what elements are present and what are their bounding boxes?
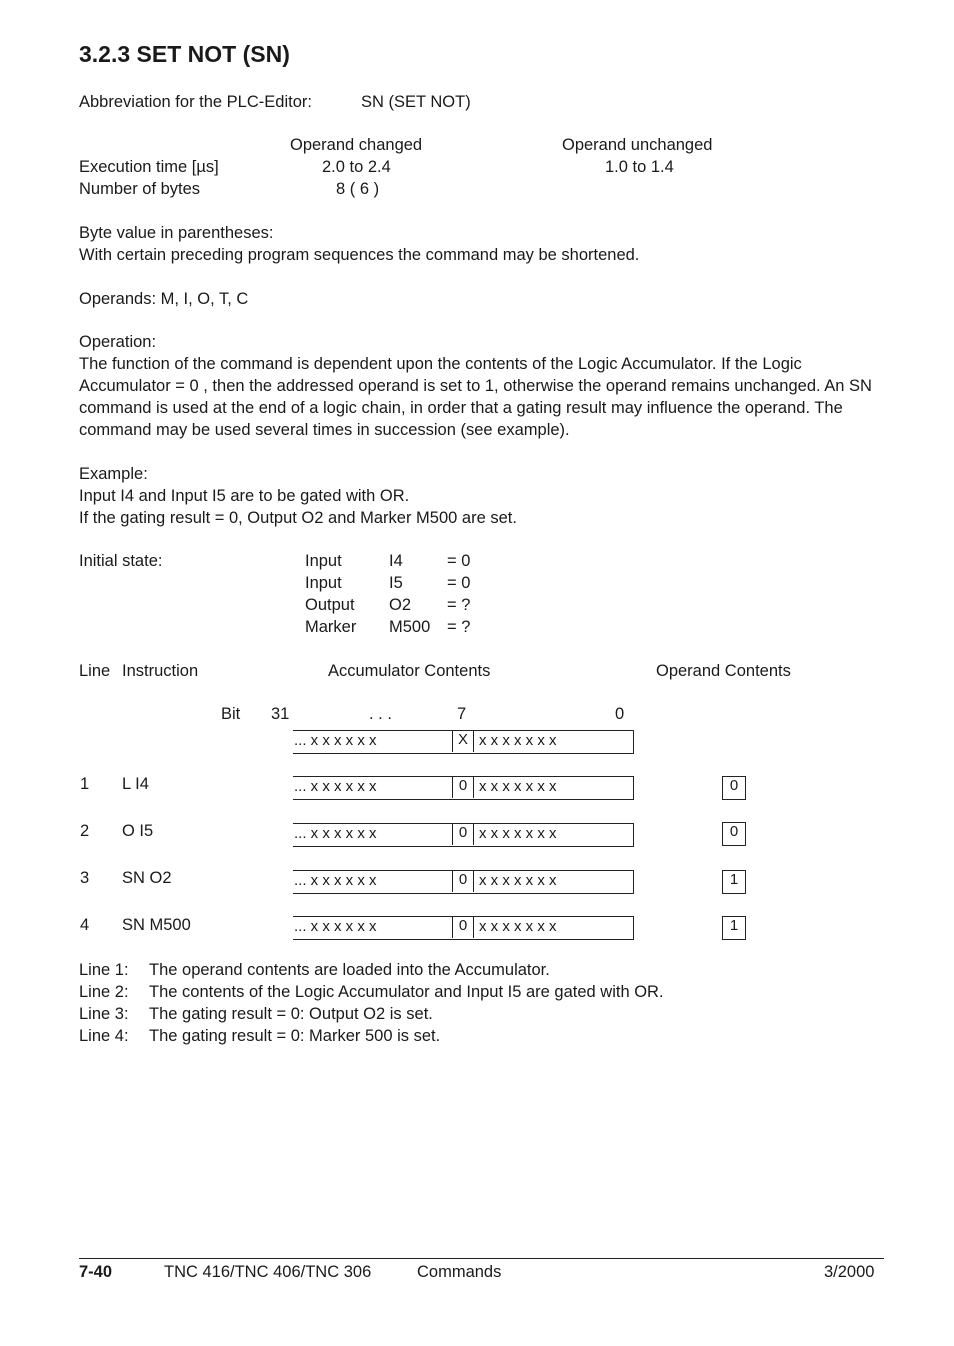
operands-text: Operands: M, I, O, T, C — [79, 290, 249, 308]
accumulator-contents — [293, 823, 634, 847]
bit-dots: . . . — [369, 705, 392, 723]
state-name: I5 — [389, 574, 403, 592]
bit-31-label: 31 — [271, 705, 290, 723]
acc-bit-7: 0 — [452, 870, 474, 892]
acc-low-bits: x x x x x x x — [479, 778, 557, 795]
acc-low-bits: x x x x x x x — [479, 872, 557, 889]
row-instruction: O I5 — [122, 822, 154, 840]
acc-high-bits: ... x x x x x x — [294, 872, 377, 889]
byte-note-text: With certain preceding program sequences the command may be shortened. — [79, 246, 640, 264]
acc-bit-7: 0 — [452, 776, 474, 798]
note-text: The gating result = 0: Marker 500 is set. — [149, 1027, 441, 1045]
acc-low-bits: x x x x x x x — [479, 825, 557, 842]
bytes-changed: 8 ( 6 ) — [336, 180, 380, 198]
accumulator-contents — [293, 916, 634, 940]
acc-low-bits: x x x x x x x — [479, 918, 557, 935]
col-operand-unchanged: Operand unchanged — [562, 136, 713, 154]
col-accumulator-header: Accumulator Contents — [328, 662, 491, 680]
col-instruction-header: Instruction — [122, 662, 199, 680]
state-value: = 0 — [447, 552, 471, 570]
example-line-2: If the gating result = 0, Output O2 and Marker M500 are set. — [79, 509, 517, 527]
page-number: 7-40 — [79, 1263, 113, 1281]
row-line-number: 2 — [80, 822, 90, 840]
state-type: Input — [305, 552, 342, 570]
accumulator-contents — [293, 776, 634, 800]
note-label: Line 1: — [79, 961, 129, 979]
state-name: M500 — [389, 618, 431, 636]
operand-contents: 1 — [722, 916, 746, 940]
state-name: I4 — [389, 552, 403, 570]
abbrev-label: Abbreviation for the PLC-Editor: — [79, 93, 312, 111]
row-instruction: SN M500 — [122, 916, 191, 934]
bit-0-label: 0 — [615, 705, 625, 723]
abbrev-value: SN (SET NOT) — [361, 93, 471, 111]
acc-bit-7: 0 — [452, 823, 474, 845]
accumulator-bit-template — [293, 730, 634, 754]
note-text: The operand contents are loaded into the Accumulator. — [149, 961, 550, 979]
initial-state-label: Initial state: — [79, 552, 163, 570]
note-label: Line 3: — [79, 1005, 129, 1023]
col-operand-changed: Operand changed — [290, 136, 423, 154]
exec-time-changed: 2.0 to 2.4 — [322, 158, 391, 176]
state-value: = 0 — [447, 574, 471, 592]
operand-contents: 0 — [722, 822, 746, 846]
acc-high-bits: ... x x x x x x — [294, 732, 377, 749]
example-line-1: Input I4 and Input I5 are to be gated with OR. — [79, 487, 410, 505]
bit-7-label: 7 — [457, 705, 467, 723]
col-line-header: Line — [79, 662, 111, 680]
state-type: Marker — [305, 618, 357, 636]
state-value: = ? — [447, 596, 471, 614]
acc-bit-7: 0 — [452, 916, 474, 938]
operand-contents: 1 — [722, 870, 746, 894]
state-name: O2 — [389, 596, 412, 614]
state-type: Output — [305, 596, 355, 614]
exec-time-label: Execution time [µs] — [79, 158, 219, 176]
row-line-number: 1 — [80, 775, 90, 793]
operand-contents: 0 — [722, 776, 746, 800]
footer-date: 3/2000 — [824, 1263, 875, 1281]
acc-high-bits: ... x x x x x x — [294, 918, 377, 935]
bytes-label: Number of bytes — [79, 180, 201, 198]
acc-high-bits: ... x x x x x x — [294, 778, 377, 795]
exec-time-unchanged: 1.0 to 1.4 — [605, 158, 674, 176]
row-instruction: SN O2 — [122, 869, 172, 887]
note-label: Line 2: — [79, 983, 129, 1001]
state-type: Input — [305, 574, 342, 592]
note-text: The contents of the Logic Accumulator and Input I5 are gated with OR. — [149, 983, 664, 1001]
bit-label: Bit — [221, 705, 241, 723]
accumulator-contents — [293, 870, 634, 894]
example-label: Example: — [79, 465, 148, 483]
col-operand-header: Operand Contents — [656, 662, 791, 680]
footer-divider — [79, 1258, 884, 1259]
footer-model: TNC 416/TNC 406/TNC 306 — [164, 1263, 372, 1281]
row-instruction: L I4 — [122, 775, 149, 793]
state-value: = ? — [447, 618, 471, 636]
note-label: Line 4: — [79, 1027, 129, 1045]
byte-note-label: Byte value in parentheses: — [79, 224, 274, 242]
operation-label: Operation: — [79, 333, 157, 351]
operation-text: The function of the command is dependent upon the contents of the Logic Accumulator. If the Logic Accumulator = 0 , then the addressed operand is set to 1, otherwise the operand remains unchanged. An SN command is used at the end of a logic chain, in order that a gating result may influence the operand. The command may be used several times in succession (see example). — [79, 355, 872, 439]
row-line-number: 4 — [80, 916, 90, 934]
section-heading: 3.2.3 SET NOT (SN) — [79, 41, 290, 67]
note-text: The gating result = 0: Output O2 is set. — [149, 1005, 433, 1023]
acc-low-bits: x x x x x x x — [479, 732, 557, 749]
acc-bit-7: X — [452, 730, 474, 752]
acc-high-bits: ... x x x x x x — [294, 825, 377, 842]
footer-section: Commands — [417, 1263, 502, 1281]
row-line-number: 3 — [80, 869, 90, 887]
